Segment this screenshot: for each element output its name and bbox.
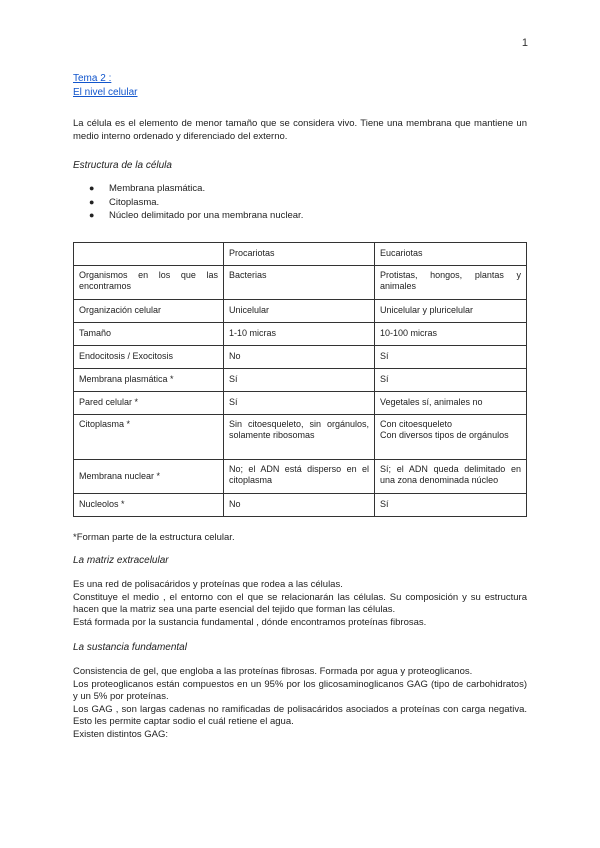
table-cell: Bacterias <box>224 265 375 299</box>
table-cell: Membrana plasmática * <box>74 368 224 391</box>
bullet-icon: ● <box>89 183 95 193</box>
table-cell: Sí; el ADN queda delimitado en una zona denominada núcleo <box>375 459 527 493</box>
table-cell: Organismos en los que las encontramos <box>74 265 224 299</box>
bullet-icon: ● <box>89 210 95 220</box>
table-header-row <box>74 242 527 265</box>
table-row <box>74 459 527 493</box>
table-cell: Con citoesqueleto Con diversos tipos de orgánulos <box>375 414 527 459</box>
table-row <box>74 493 527 516</box>
structure-list <box>73 182 527 223</box>
table-cell: No; el ADN está disperso en el citoplasma <box>224 459 375 493</box>
matrix-paragraph: Constituye el medio , el entorno con el que se relacionarán las células. Su composición y su estructura hacen que la matriz sea una parte esencial del tejido que forman las células. <box>73 591 527 615</box>
substance-paragraph: Los proteoglicanos están compuestos en un 95% por los glicosaminoglicanos GAG (tipo de carbohidratos) y un 5% por proteínas. <box>73 678 527 702</box>
table-cell: Sí <box>224 368 375 391</box>
table-cell: Unicelular y pluricelular <box>375 299 527 322</box>
table-cell: Sí <box>375 493 527 516</box>
table-cell: Protistas, hongos, plantas y animales <box>375 265 527 299</box>
table-cell: Sí <box>375 368 527 391</box>
table-row <box>74 299 527 322</box>
table-cell: Nucleolos * <box>74 493 224 516</box>
table-cell: Endocitosis / Exocitosis <box>74 345 224 368</box>
page-content <box>73 72 527 741</box>
table-cell: No <box>224 493 375 516</box>
table-header-cell <box>74 242 224 265</box>
substance-paragraph: Existen distintos GAG: <box>73 728 169 740</box>
topic-link-line1[interactable]: Tema 2 : <box>73 73 112 84</box>
table-cell: Sin citoesqueleto, sin orgánulos, solamente ribosomas <box>224 414 375 459</box>
table-footnote: *Forman parte de la estructura celular. <box>73 531 235 543</box>
list-item: ● Membrana plasmática. <box>89 183 206 194</box>
table-header-cell: Eucariotas <box>375 242 527 265</box>
table-cell: Pared celular * <box>74 391 224 414</box>
table-cell: Membrana nuclear * <box>74 459 224 493</box>
table-cell: 10-100 micras <box>375 322 527 345</box>
topic-link-line2[interactable]: El nivel celular <box>73 87 138 98</box>
list-item: ● Núcleo delimitado por una membrana nuclear. <box>89 210 304 221</box>
section-heading-structure: Estructura de la célula <box>73 160 172 171</box>
table-cell: Sí <box>375 345 527 368</box>
list-item: ● Citoplasma. <box>89 196 160 208</box>
table-cell: 1-10 micras <box>224 322 375 345</box>
matrix-paragraph: Es una red de polisacáridos y proteínas que rodea a las células. <box>73 579 343 590</box>
table-cell: Unicelular <box>224 299 375 322</box>
matrix-text-block <box>73 579 527 629</box>
bullet-icon: ● <box>89 196 95 207</box>
table-header-cell: Procariotas <box>224 242 375 265</box>
substance-paragraph: Los GAG , son largas cadenas no ramificadas de polisacáridos asociados a proteínas con carga negativa. Esto les permite captar sodio el cuál retiene el agua. <box>73 703 527 727</box>
intro-paragraph: La célula es el elemento de menor tamaño que se considera vivo. Tiene una membrana que mantiene un medio interno ordenado y diferenciado del externo. <box>73 118 527 142</box>
substance-paragraph: Consistencia de gel, que engloba a las proteínas fibrosas. Formada por agua y proteoglicanos. <box>73 666 473 677</box>
table-cell: Sí <box>224 391 375 414</box>
table-row <box>74 265 527 299</box>
table-cell: Tamaño <box>74 322 224 345</box>
table-row <box>74 345 527 368</box>
matrix-paragraph: Está formada por la sustancia fundamental , dónde encontramos proteínas fibrosas. <box>73 616 427 628</box>
substance-text-block <box>73 666 527 741</box>
table-cell: Organización celular <box>74 299 224 322</box>
table-row <box>74 322 527 345</box>
table-cell: Citoplasma * <box>74 414 224 459</box>
section-heading-matrix: La matriz extracelular <box>73 555 169 566</box>
table-row <box>74 391 527 414</box>
table-cell: No <box>224 345 375 368</box>
table-cell: Vegetales sí, animales no <box>375 391 527 414</box>
comparison-table <box>73 242 527 517</box>
page-number: 1 <box>521 37 528 49</box>
table-row <box>74 368 527 391</box>
table-row <box>74 414 527 459</box>
section-heading-substance: La sustancia fundamental <box>73 642 187 653</box>
